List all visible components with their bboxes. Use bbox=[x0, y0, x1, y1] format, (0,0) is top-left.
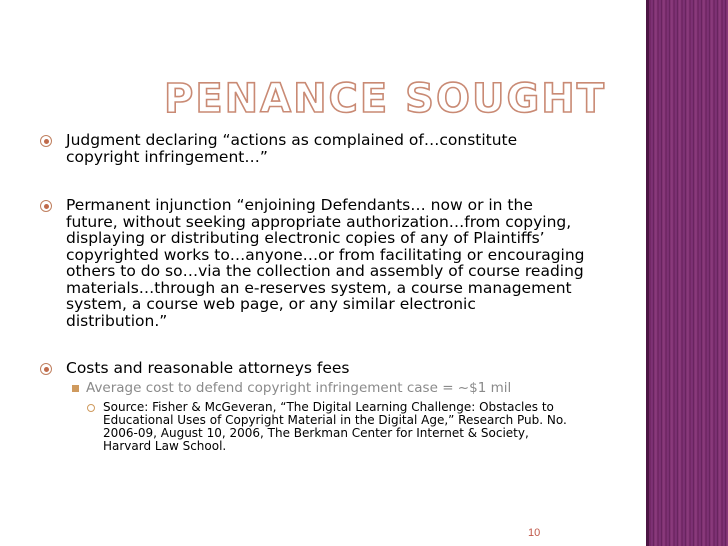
bullet-judgment bbox=[66, 132, 626, 165]
bullet-line: Educational Uses of Copyright Material in the Digital Age,” Research Pub. No. bbox=[103, 413, 567, 427]
bullet-line: Average cost to defend copyright infringement case = ~$1 mil bbox=[86, 380, 512, 396]
bullet-line: system, a course web page, or any similar electronic bbox=[66, 295, 476, 313]
bullet-line: copyright infringement…” bbox=[66, 147, 268, 166]
bullet-circle-icon bbox=[40, 363, 52, 375]
bullet-line: distribution.” bbox=[66, 311, 168, 330]
bullet-square-icon bbox=[72, 385, 79, 392]
bullet-line: Harvard Law School. bbox=[103, 439, 227, 453]
bullet-ring-icon bbox=[87, 404, 95, 412]
bullet-line: materials…through an e-reserves system, a course management bbox=[66, 278, 572, 297]
slide-title-text: Penance Sought bbox=[164, 76, 607, 122]
bullet-line: Permanent injunction “enjoining Defendants… now or in the bbox=[66, 196, 533, 214]
bullet-line: 2006-09, August 10, 2006, The Berkman Center for Internet & Society, bbox=[103, 426, 529, 440]
bullet-line: copyrighted works to…anyone…or from facilitating or encouraging bbox=[66, 245, 585, 264]
bullet-costs bbox=[66, 360, 626, 377]
bullet-circle-icon bbox=[40, 200, 52, 212]
bullet-circle-icon bbox=[40, 135, 52, 147]
decorative-side-band bbox=[646, 0, 728, 546]
bullet-line: Source: Fisher & McGeveran, “The Digital Learning Challenge: Obstacles to bbox=[103, 400, 554, 414]
bullet-line: displaying or distributing electronic copies of any of Plaintiffs’ bbox=[66, 229, 545, 247]
bullet-line: Judgment declaring “actions as complained of…constitute bbox=[66, 131, 518, 149]
bullet-line: future, without seeking appropriate authorization…from copying, bbox=[66, 212, 572, 231]
bullet-line: Costs and reasonable attorneys fees bbox=[66, 359, 350, 377]
slide-title bbox=[162, 72, 607, 122]
page-number: 10 bbox=[528, 527, 541, 539]
sub-bullet-source bbox=[103, 401, 643, 453]
bullet-line: others to do so…via the collection and assembly of course reading bbox=[66, 262, 584, 280]
bullet-injunction bbox=[66, 197, 636, 329]
sub-bullet-average-cost bbox=[86, 381, 626, 396]
